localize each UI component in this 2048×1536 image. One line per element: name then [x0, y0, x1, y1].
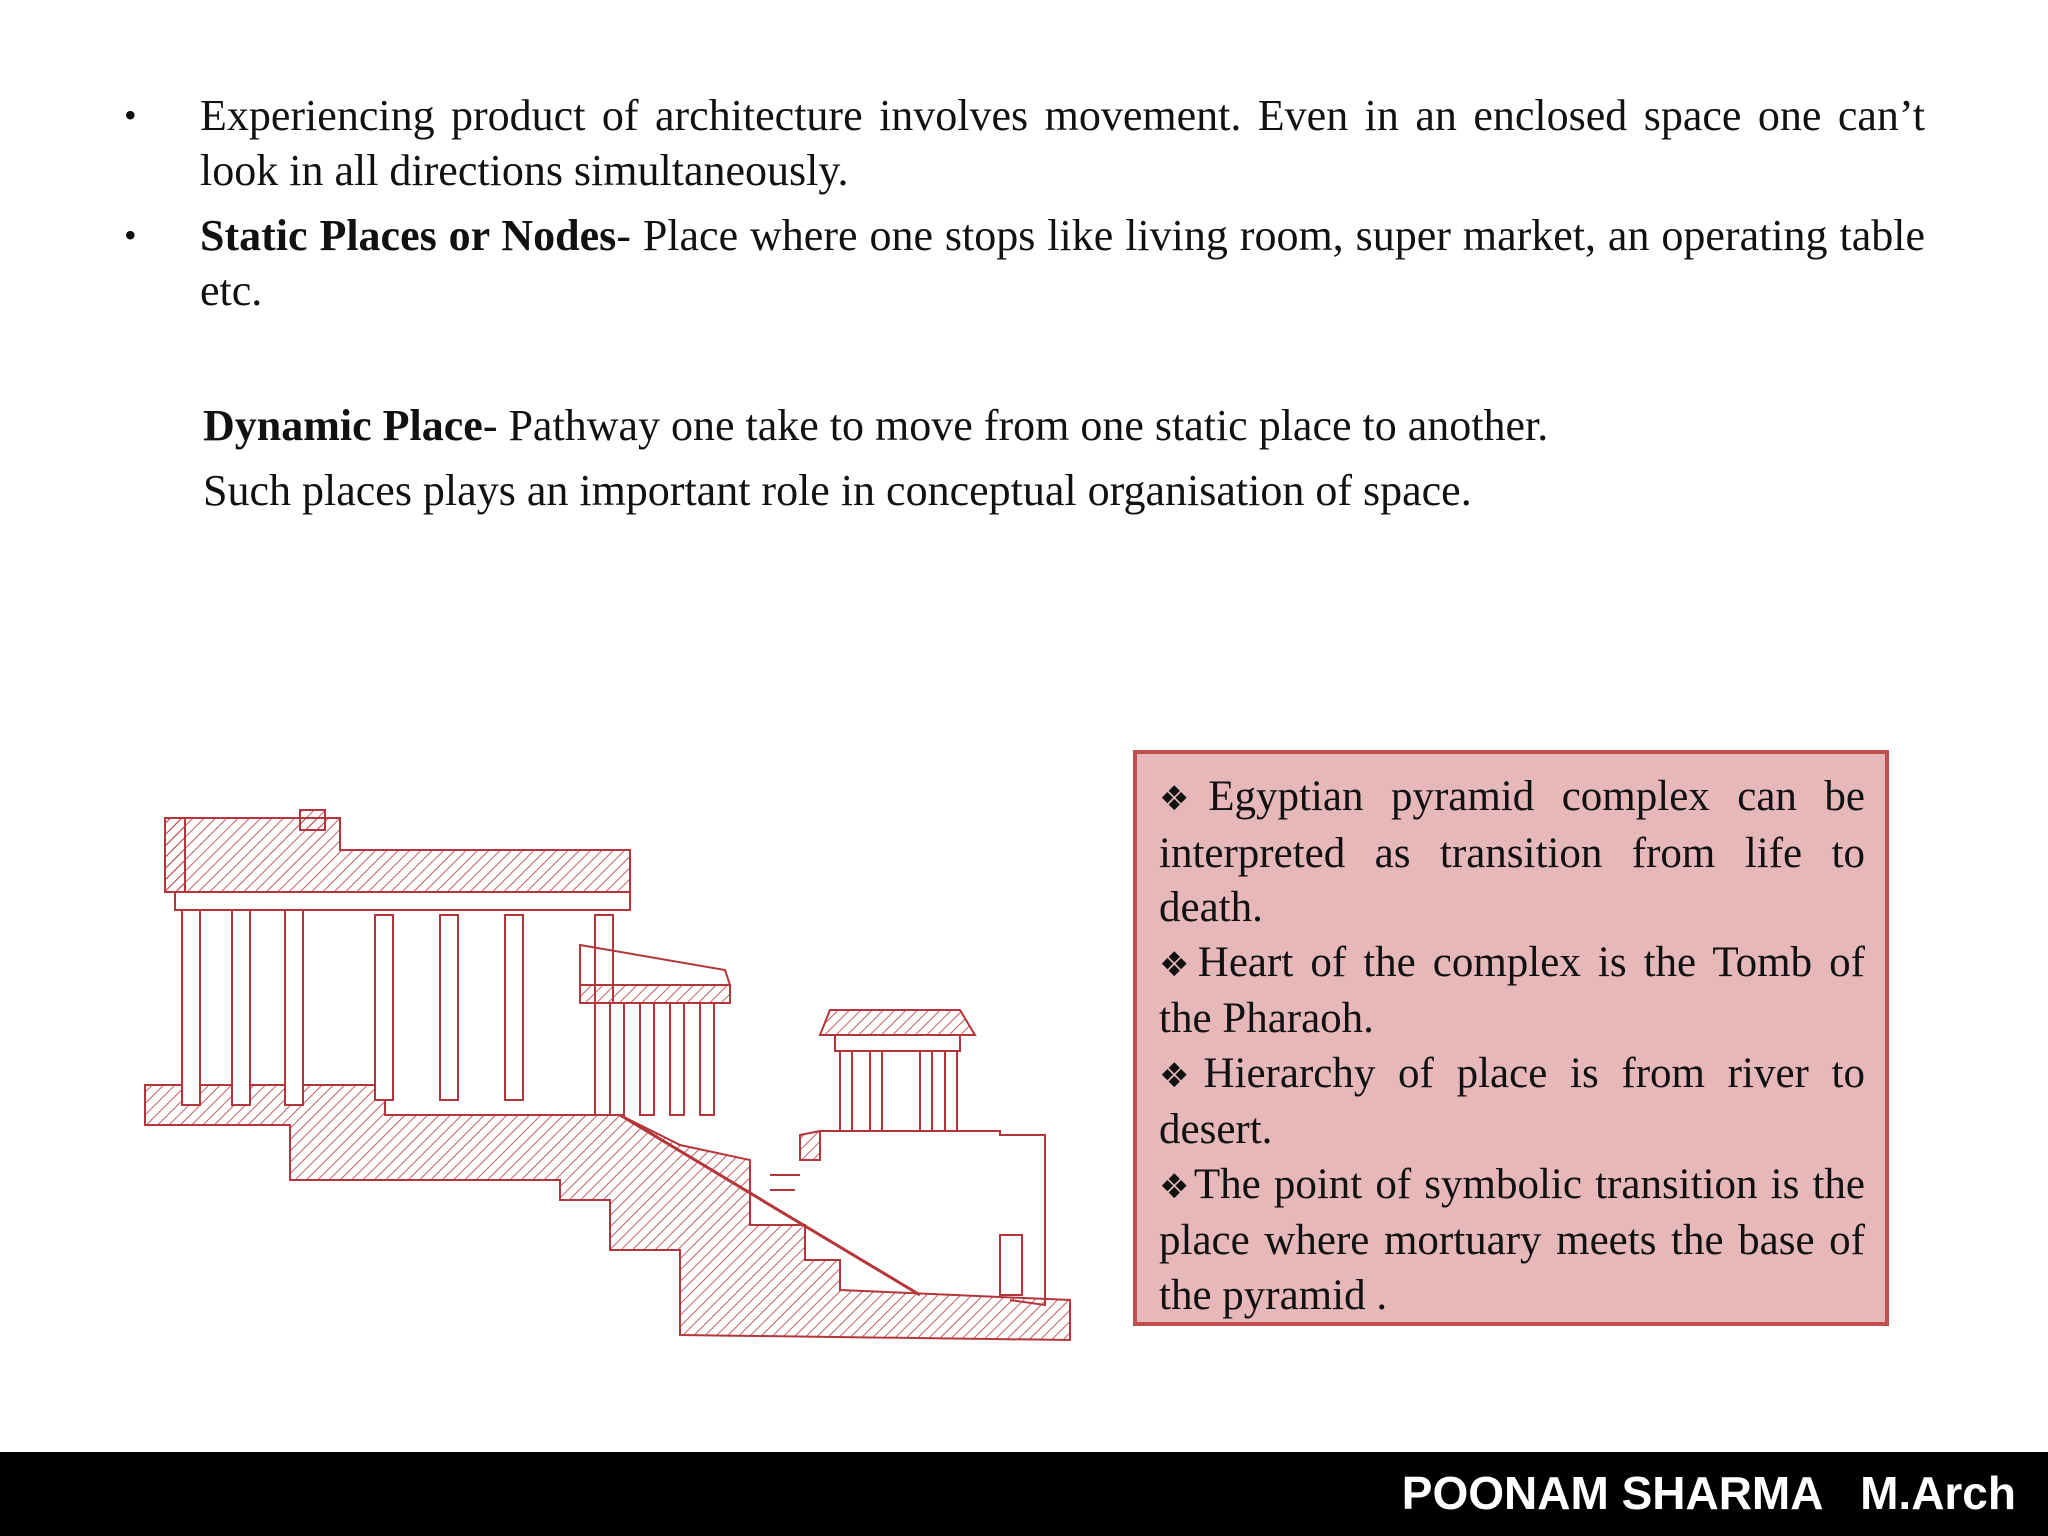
- bullet-item: [120, 88, 1925, 198]
- bullet-list: [120, 88, 1925, 328]
- bullet-dot-icon: •: [124, 95, 137, 135]
- bullet-dot-icon: •: [124, 215, 137, 255]
- footer-bar: [0, 1452, 2048, 1536]
- diamond-bullet-icon: ❖: [1159, 1055, 1202, 1096]
- info-item: [1159, 770, 1865, 936]
- bullet-text: - Place where one stops like living room, super market, an operating table etc.: [200, 211, 1925, 315]
- info-item-text: Hierarchy of place is from river to desert.: [1159, 1049, 1865, 1153]
- definition-paragraphs: [203, 398, 1903, 528]
- paragraph: [203, 463, 1903, 518]
- diamond-bullet-icon: ❖: [1159, 779, 1207, 819]
- egyptian-temple-section-sketch: [140, 780, 1080, 1350]
- bullet-lead: Static Places or Nodes: [200, 211, 617, 260]
- diamond-bullet-icon: ❖: [1159, 944, 1196, 985]
- paragraph-lead: Dynamic Place: [203, 401, 483, 450]
- info-item: [1159, 1047, 1865, 1158]
- info-item-text: Egyptian pyramid complex can be interpreted as transition from life to death.: [1159, 773, 1865, 931]
- diamond-bullet-icon: ❖: [1159, 1166, 1192, 1207]
- bullet-item: [120, 208, 1925, 318]
- bullet-text: Experiencing product of architecture involves movement. Even in an enclosed space one can’t look in all directions simultaneously.: [200, 91, 1925, 195]
- info-item-text: Heart of the complex is the Tomb of the Pharaoh.: [1159, 938, 1865, 1042]
- paragraph: [203, 398, 1903, 453]
- info-box: [1133, 750, 1889, 1326]
- info-item: [1159, 1158, 1865, 1324]
- info-item: [1159, 936, 1865, 1047]
- paragraph-text: Such places plays an important role in conceptual organisation of space.: [203, 466, 1472, 515]
- author-credit: POONAM SHARMA M.Arch: [1401, 1467, 2016, 1519]
- paragraph-text: - Pathway one take to move from one static place to another.: [482, 401, 1549, 450]
- info-item-text: The point of symbolic transition is the place where mortuary meets the base of the pyramid .: [1159, 1160, 1865, 1319]
